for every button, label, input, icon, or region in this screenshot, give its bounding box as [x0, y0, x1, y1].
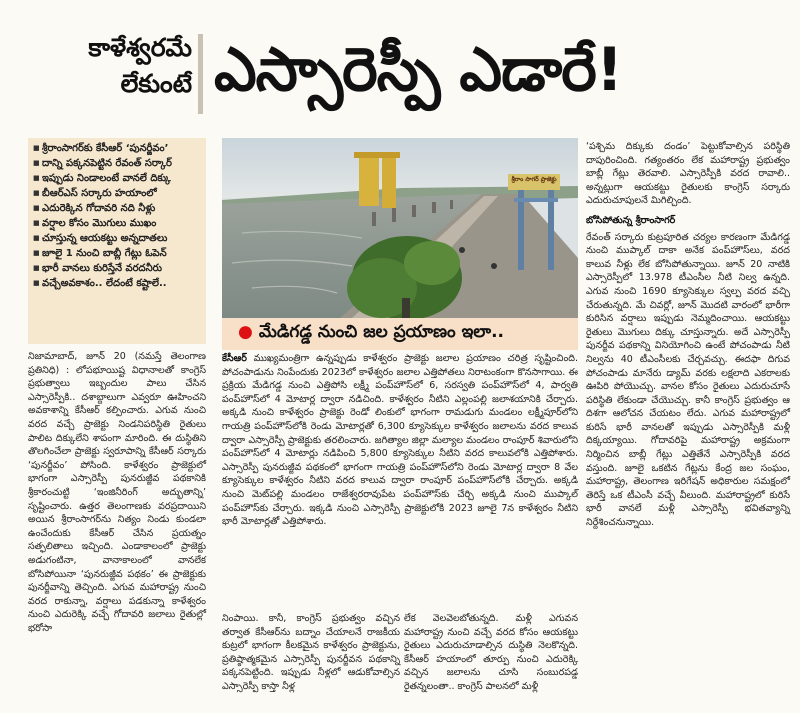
kicker — [14, 30, 192, 102]
bullet-dot-icon: ● — [238, 322, 253, 342]
signboard: శ్రీరాం సాగర్ ప్రాజెక్టు — [511, 176, 557, 183]
left-column-text: నిజామాబాద్, జూన్ 20 (నమస్తే తెలంగాణ ప్రతినిధి) : లోపభూయిష్ట విధానాలతో కాంగ్రెస్ ప్రభుత్వాలు ఇబ్బందుల పాలు చేసిన ఎస్సారెస్పీకి.. దశాబ్దాలుగా ఎవ్వరూ ఊహించని అవకాశాన్ని కేసీఆర్ కల్పించారు. ఎగువ నుంచి వరద వచ్చే ప్రాజెక్టు నిండనిపరిస్థితి రైతులు పాలిట దిక్కులేని శాపంగా మారింది. ఈ దుస్థితిని తొలగించేలా ప్రాజెక్టు స్వరూపాన్ని కేసీఆర్ సర్కారు ‘పునర్జీవం’ పోసింది. కాళేశ్వరం ప్రాజెక్టులో భాగంగా ఎస్సారెస్పీ పునరుజ్జీవ పథకానికి శ్రీకారంచుట్టి ‘ఇంజినీరింగ్ అద్భుతాన్ని’ సృష్టించారు. ఉత్తర తెలంగాణకు వరప్రదాయిని అయిన శ్రీరాంసాగర్‌ను నిత్యం నిండు కుండలా ఉంచేందుకు కేసీఆర్ చేసిన ప్రయత్నం సత్ఫలితాలు ఇచ్చింది. ఎండాకాలంలో ప్రాజెక్టు అడుగంటినా, వానాకాలంలో వానలేక బోసిపోయినా ‘పునరుజ్జీవ పథకం’ ఈ ప్రాజెక్టుకు పునర్జీవాన్ని తెచ్చింది. ఎగువ మహారాష్ట్ర నుంచి వరద రాకున్నా, వర్షాలు పడకున్నా కాళేశ్వరం నుంచి ఎదురెక్కి వచ్చే గోదావరి జలాలు రైతుల్లో భరోసా — [28, 351, 206, 634]
kicker-line-1: కాళేశ్వరమే — [88, 33, 192, 62]
caption-text: మేడిగడ్డ నుంచి జల ప్రయాణం ఇలా.. — [258, 322, 505, 342]
highlight-item: ■ వచ్చేఅవకాశం.. లేదంటే కష్టాలే.. — [33, 276, 201, 291]
dam-photo — [222, 138, 578, 318]
highlight-item: ■ దాన్ని పక్కనపెట్టిన రేవంత్ సర్కార్ — [33, 156, 201, 171]
bottom-column-3: లేక వెలవెలబోతున్నది. మళ్లీ ఎగువన మహారాష్ట్ర నుంచి వచ్చే వరద కోసం ఆయకట్టు రైతులు ఎదురుచూడాల్సిన దుస్థితి నెలకొన్నది. కేసీఆర్ హయాంలో తూర్పు నుంచి ఎదురెక్కి వచ్చిన జలాలను చూసి సంబురపడ్డ రైతన్నలంతా.. కాంగ్రెస్ పాలనలో మళ్లీ — [404, 613, 578, 692]
header-divider — [198, 34, 203, 114]
story-body: ముఖ్యమంత్రిగా ఉన్నప్పుడు కాళేశ్వరం ప్రాజెక్టు జలాల ప్రయాణం చరిత్ర సృష్టించింది. పోచంపాడును నింపేందుకు 2023లో కాళేశ్వరం జలాల ఎత్తిపోతలు నిరాటంకంగా కొనసాగాయి. ఈ ప్రక్రియ మేడిగడ్డ నుంచి ఎత్తిపోసి లక్ష్మీ పంప్‌హౌస్‌లో 6, సరస్వతి పంప్‌హౌస్‌లో 4, పార్వతి పంప్‌హౌస్‌లో 4 మోటార్ల ద్వారా నడిచింది. కాళేశ్వరం నీటిని ఎల్లంపల్లి జలాశయానికి చేర్చారు. అక్కడి నుంచి కాళేశ్వరం ప్రాజెక్టు రెండో లింకులో భాగంగా రామడుగు మండలం లక్ష్మీపూర్‌లోని గాయత్రి పంప్‌హౌస్‌లోకి రెండు మోటార్లతో 6,300 క్యూసెక్కుల కాళేశ్వరం జలాలను వరద కాలువ ద్వారా ఎస్సారెస్పీ ప్రాజెక్టుకు తరలించారు. జగిత్యాల జిల్లా మల్యాల మండలం రాంపూర్ శివారులోని పంప్‌హౌస్‌లో 4 మోటార్లు నడిపించి 5,800 క్యూసెక్కుల నీటిని వరద కాలువలోకి ఎత్తిపోశారు. ఎస్సారెస్పీ పునరుజ్జీవ పథకంలో భాగంగా గాయత్రి పంప్‌హౌస్‌లోని రెండు మోటార్ల ద్వారా 8 వేల క్యూసెక్కుల కాళేశ్వరం నీటిని వరద కాలువ ద్వారా రాంపూర్ పంప్‌హౌస్‌లోకి చేర్చారు. అక్కడి నుంచి మెట్‌పల్లి మండలం రాజేశ్వరరావుపేట పంప్‌హౌస్‌కు చేర్చి అక్కడి నుంచి ముప్కాల్ పంప్‌హౌస్‌కు చేర్చారు. ఇక్కడి నుంచి ఎస్సారెస్పీ ప్రాజెక్టులోకి 2023 జూలై 7న కాళేశ్వరం నీటిని భారీ మోటార్లతో ఎత్తిపోశారు. — [222, 353, 578, 528]
highlight-item: ■ భారీ వానలు కురిస్తేనే వరదనీరు — [33, 261, 201, 276]
highlight-item: ■ వర్షాల కోసం మొగులు ముఖం — [33, 216, 201, 231]
highlight-item: ■ జూలై 1 నుంచి బాబ్లీ గేట్లు ఓపెన్ — [33, 246, 201, 261]
right-paragraph-2: రేవంత్ సర్కారు కుట్రపూరిత చర్యల కారణంగా మేడిగడ్డ నుంచి ముప్కాల్ దాకా అనేక పంప్‌హౌస్‌లు, వరద కాలువ నీళ్లు లేక బోసిపోతున్నాయి. జూన్ 20 నాటికి ఎస్సారెస్పీలో 13.978 టీఎంసీల నీటి నిల్వ ఉన్నది. ఎగువ నుంచి 1690 క్యూసెక్కుల స్వల్ప వరద వచ్చి చేరుతున్నది. మే చివర్లో, జూన్ మొదటి వారంలో భారీగా కురిసిన వర్షాలు ఇప్పుడు నెమ్మదించాయి. ఆయకట్టు రైతులు మొగులు దిక్కు చూస్తున్నారు. అదే ఎస్సారెస్పీ పునర్జీవ పథకాన్ని వినియోగించి ఉంటే పోచంపాడు నీటి నిల్వను 40 టీఎంసీలకు చేర్చవచ్చు. ఈదఫా దిగువ పోచంపాడు మానేరు డ్యామ్ వరకు లక్షలాది ఎకరాలకు ఊపిరి పోయొచ్చు. వానల కోసం రైతులు ఎదురుచూసే పరిస్థితి లేకుండా చేయొచ్చు. కానీ కాంగ్రెస్ ప్రభుత్వం ఆ దిశగా ఆలోచన చేయటం లేదు. ఎగువ మహారాష్ట్రలో కురిసే భారీ వానలతో ఇప్పుడు ఎస్సారెస్పీకి మళ్లీ దిక్కయ్యాయి. గోదావరిపై మహారాష్ట్ర అక్రమంగా నిర్మించిన బాబ్లీ గేట్లు ఎత్తితేనే ఎస్సారెస్పీకి వరద వస్తుంది. జూలై ఒకటిన గేట్లను కేంద్ర జల సంఘం, మహారాష్ట్ర, తెలంగాణ ఇరిగేషన్ అధికారుల సమక్షంలో తెరిస్తే ఒక టీఎంసీ వచ్చే వీలుంది. మహారాష్ట్రలో కురిసే భారీ వానలే మళ్లీ ఎస్సారెస్పీ భవితవ్యాన్ని నిర్దేశించనున్నాయి. — [586, 231, 790, 529]
story-caption — [238, 322, 504, 346]
right-paragraph-1: ‘పశ్చిమ దిక్కుకు దండం’ పెట్టుకోవాల్సిన పరిస్థితి దాపురించింది. గత్యంతరం లేక మహారాష్ట్ర ప్రభుత్వం బాబ్లీ గేట్లు తెరవాలి. ఎస్సారెస్పీకి వరద రావాలి.. అన్నట్లుగా ఆయకట్టు రైతులకు కాంగ్రెస్ సర్కారు ఎదురుచూపులనే మిగిల్చింది. — [586, 141, 790, 207]
highlights-box — [28, 138, 206, 344]
right-column — [586, 140, 790, 710]
right-subhead: బోసిపోతున్న శ్రీరాంసాగర్ — [586, 214, 676, 226]
highlight-item: ■ ఎదురెక్కిన గోదావరి నది నీళ్లు — [33, 201, 201, 216]
story-lead: కేసీఆర్ — [222, 353, 247, 364]
headline: ఎస్సారెస్పీ ఎడారే! — [214, 35, 623, 105]
highlight-item: ■ ఇప్పుడు నిండాలంటే వానలే దిక్కు — [33, 171, 201, 186]
highlight-item: ■ చూస్తున్న ఆయకట్టు అన్నదాతలు — [33, 231, 201, 246]
highlight-item: ■ శ్రీరాంసాగర్‌కు కేసీఆర్ ‘పునర్జీవం’ — [33, 141, 201, 156]
kicker-line-2: లేకుంటే — [120, 69, 192, 98]
highlight-item: ■ బీఆర్‌ఎస్ సర్కారు హయాంలో — [33, 186, 201, 201]
bottom-column-2: నింపాయి. కానీ, కాంగ్రెస్ ప్రభుత్వం వచ్చిన తర్వాత కేసీఆర్‌ను బద్నాం చేయాలనే రాజకీయ కుట్రలో భాగంగా కీలకమైన కాళేశ్వరం ప్రాజెక్టును, ప్రతిష్ఠాత్మకమైన ఎస్సారెస్పీ పునర్జీవన పథకాన్ని పక్కనపెట్టింది. ఇప్పుడు నీళ్లలో ఆడుకోవాల్సిన ఎస్సారెస్పీ కాస్తా నీళ్ల — [222, 613, 400, 692]
middle-story-text — [222, 352, 578, 595]
